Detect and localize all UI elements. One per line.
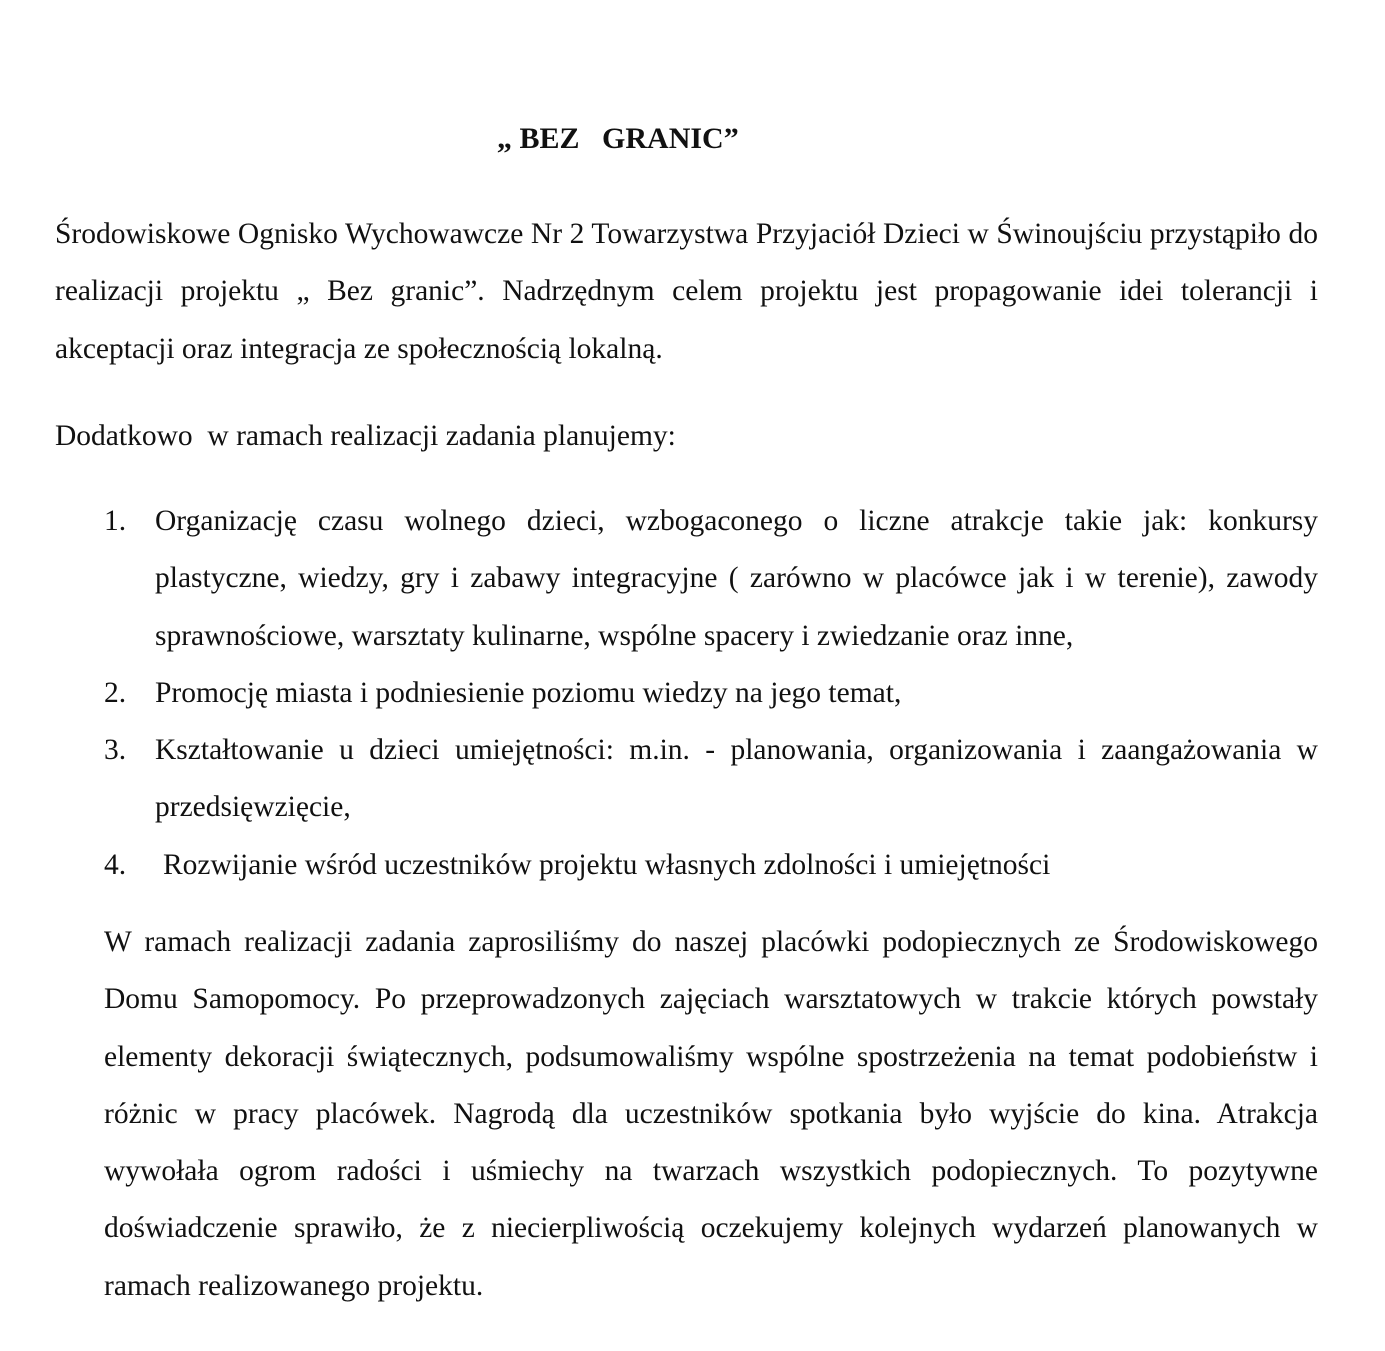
list-item-number: 2. <box>104 676 127 709</box>
list-item <box>0 665 1385 722</box>
plan-list <box>0 493 1385 894</box>
list-item <box>0 722 1385 837</box>
document-title: „ BEZ GRANIC” <box>497 122 739 155</box>
list-item-text: Organizację czasu wolnego dzieci, wzbogaconego o liczne atrakcje takie jak: konkursy plastyczne, wiedzy, gry i zabawy integracyjne ( zarówno w placówce jak i w terenie), zawody sprawnościowe, warsztaty kulinarne, wspólne spacery i zwiedzanie oraz inne, <box>155 505 1318 652</box>
intro-paragraph: Środowiskowe Ognisko Wychowawcze Nr 2 Towarzystwa Przyjaciół Dzieci w Świnoujściu przystąpiło do realizacji projektu „ Bez granic”. Nadrzędnym celem projektu jest propagowanie idei tolerancji i akceptacji oraz integracja ze społecznością lokalną. <box>55 218 1318 365</box>
list-item-text: Kształtowanie u dzieci umiejętności: m.in. - planowania, organizowania i zaangażowania w przedsięwzięcie, <box>155 734 1318 824</box>
list-item <box>0 493 1385 665</box>
list-item <box>0 837 1385 894</box>
list-item-number: 1. <box>104 505 127 537</box>
list-item-text: Rozwijanie wśród uczestników projektu własnych zdolności i umiejętności <box>163 848 1051 881</box>
list-item-text: Promocję miasta i podniesienie poziomu wiedzy na jego temat, <box>155 676 902 709</box>
list-item-number: 3. <box>104 734 127 767</box>
summary-paragraph: W ramach realizacji zadania zaprosiliśmy do naszej placówki podopiecznych ze Środowiskowego Domu Samopomocy. Po przeprowadzonych zajęciach warsztatowych w trakcie których powstały elementy dekoracji świątecznych, podsumowaliśmy wspólne spostrzeżenia na temat podobieństw i różnic w pracy placówek. Nagrodą dla uczestników spotkania było wyjście do kina. Atrakcja wywołała ogrom radości i uśmiechy na twarzach wszystkich podopiecznych. To pozytywne doświadczenie sprawiło, że z niecierpliwością oczekujemy kolejnych wydarzeń planowanych w ramach realizowanego projektu. <box>104 926 1318 1302</box>
lead-sentence: Dodatkowo w ramach realizacji zadania planujemy: <box>55 420 676 452</box>
list-item-number: 4. <box>104 848 127 881</box>
